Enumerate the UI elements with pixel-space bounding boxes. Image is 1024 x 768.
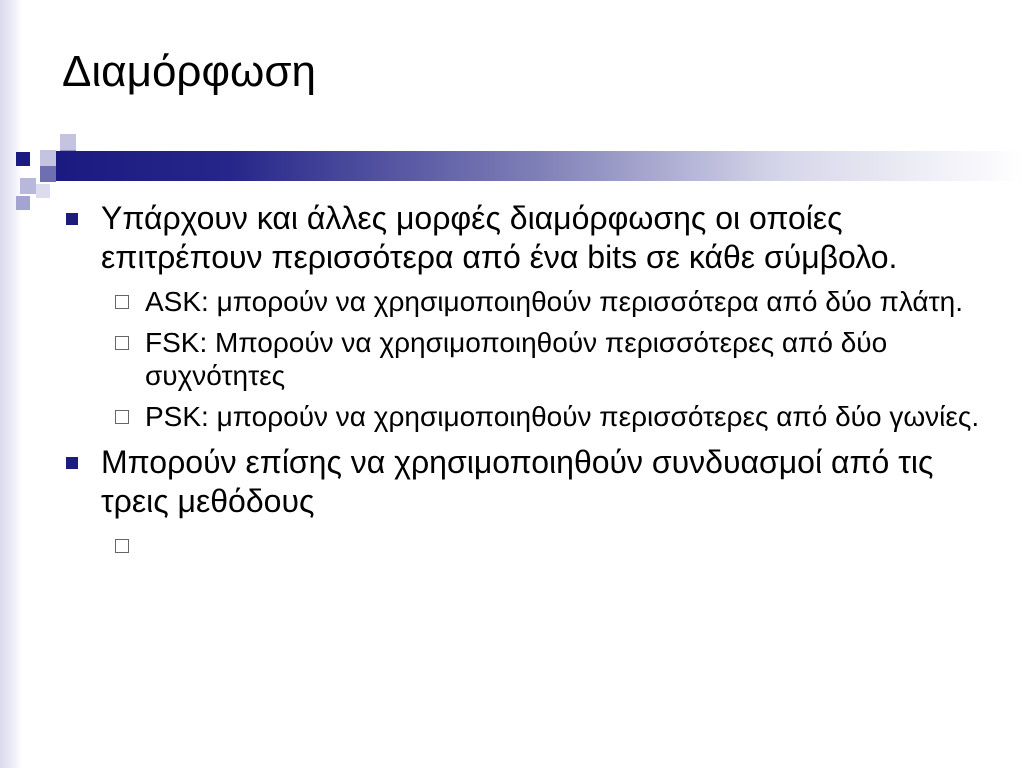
square-bullet-icon	[66, 457, 78, 469]
sub-bullet-item	[60, 285, 980, 318]
title-underline-bar	[56, 151, 1024, 181]
deco-square	[20, 178, 36, 194]
bullet-text: Μπορούν επίσης να χρησιμοποιηθούν συνδυασμοί από τις τρεις μεθόδους	[101, 444, 934, 519]
sub-bullet-text: ASK: μπορούν να χρησιμοποιηθούν περισσότερα από δύο πλάτη.	[145, 286, 964, 317]
bullet-item	[60, 199, 980, 277]
deco-square	[40, 150, 56, 166]
sub-bullet-text: PSK: μπορούν να χρησιμοποιηθούν περισσότερες από δύο γωνίες.	[145, 401, 980, 432]
bullet-text: Υπάρχουν και άλλες μορφές διαμόρφωσης οι οποίες επιτρέπουν περισσότερα από ένα bits σε κάθε σύμβολο.	[101, 200, 898, 275]
left-gradient-strip	[0, 0, 22, 768]
deco-square	[40, 166, 56, 182]
sub-bullet-item	[60, 400, 980, 433]
sub-bullet-item	[60, 529, 980, 562]
bullet-item	[60, 443, 980, 521]
hollow-square-bullet-icon	[115, 410, 129, 424]
hollow-square-bullet-icon	[115, 539, 129, 553]
slide-body	[60, 199, 980, 562]
square-bullet-icon	[66, 213, 78, 225]
deco-square	[16, 196, 30, 210]
hollow-square-bullet-icon	[115, 295, 129, 309]
deco-square	[60, 134, 76, 150]
deco-square	[36, 184, 50, 198]
deco-square	[16, 152, 30, 166]
sub-bullet-text: FSK: Μπορούν να χρησιμοποιηθούν περισσότερες από δύο συχνότητες	[145, 327, 888, 391]
sub-bullet-item	[60, 326, 980, 392]
hollow-square-bullet-icon	[115, 336, 129, 350]
slide-title: Διαμόρφωση	[62, 47, 316, 96]
